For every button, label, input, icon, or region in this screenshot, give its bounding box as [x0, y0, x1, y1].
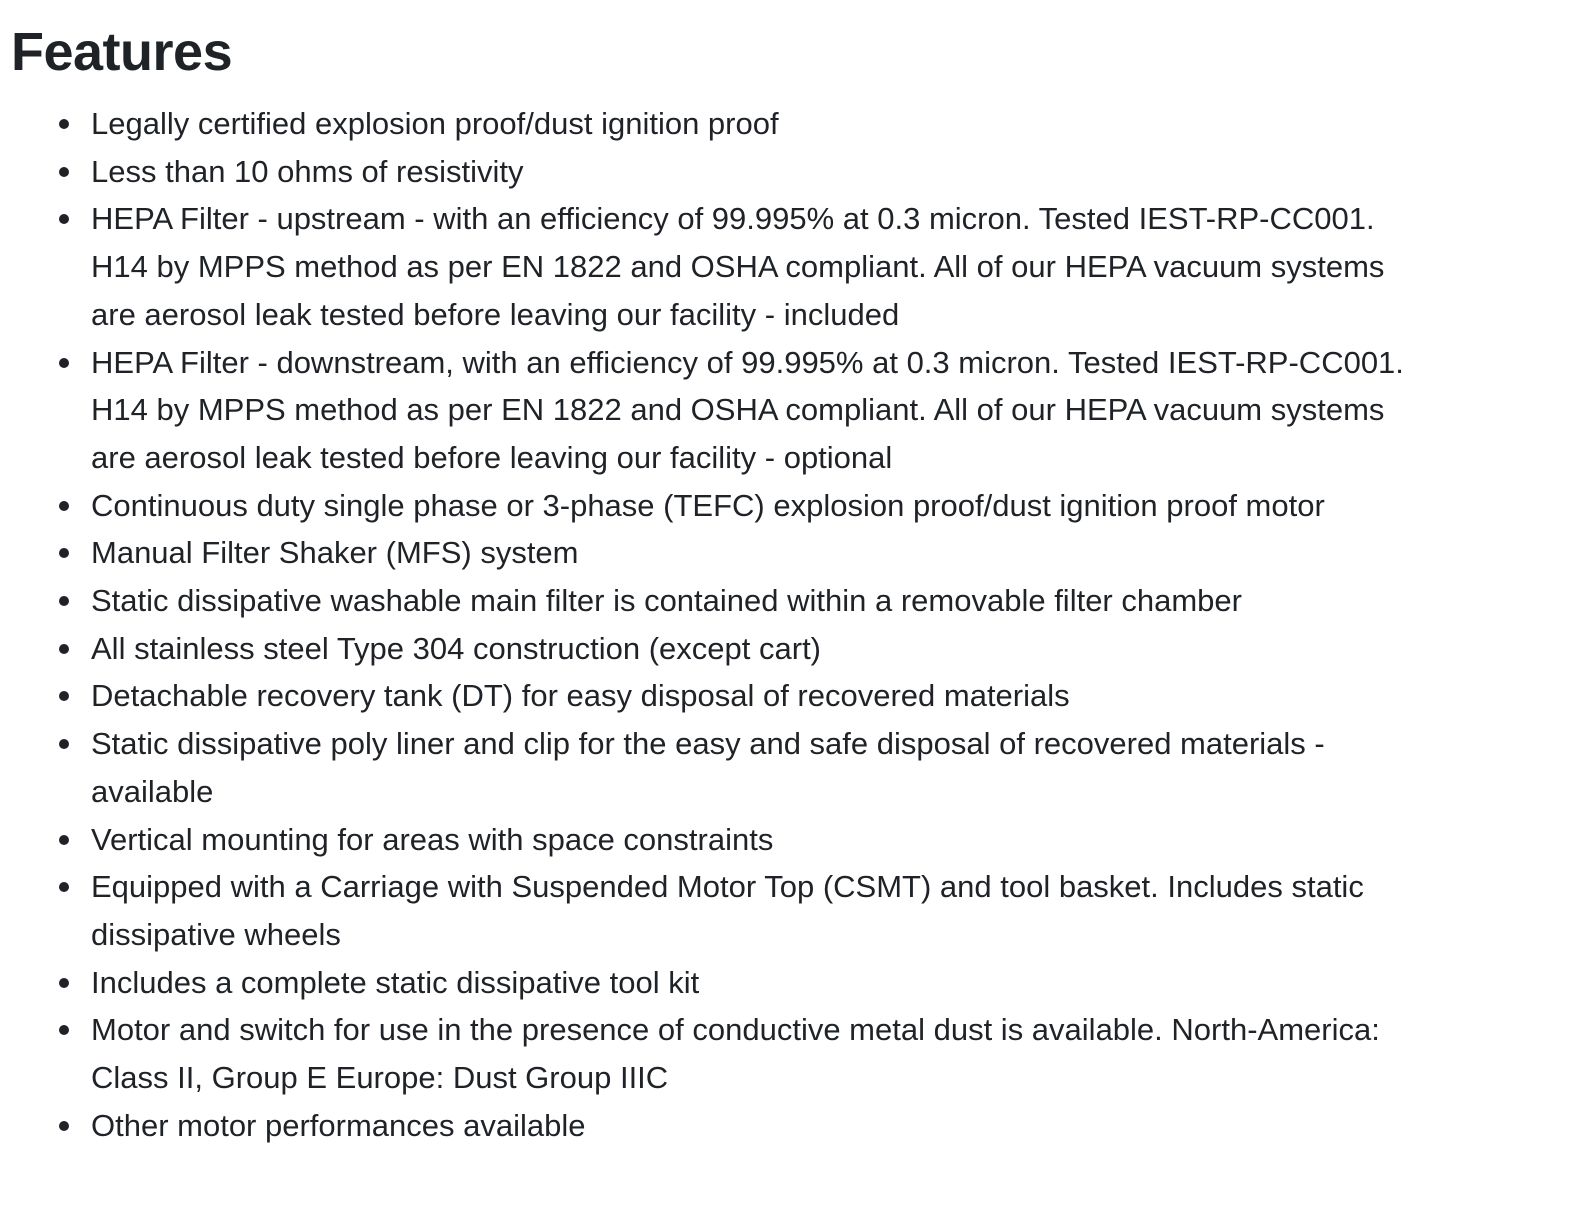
list-item: Less than 10 ohms of resistivity [91, 148, 1421, 196]
list-item: Equipped with a Carriage with Suspended Motor Top (CSMT) and tool basket. Includes static dissipative wheels [91, 863, 1421, 958]
features-heading: Features [11, 22, 233, 82]
list-item: Other motor performances available [91, 1102, 1421, 1150]
feature-list [0, 100, 1421, 1149]
list-item: Vertical mounting for areas with space constraints [91, 816, 1421, 864]
list-item: Manual Filter Shaker (MFS) system [91, 529, 1421, 577]
list-item: Motor and switch for use in the presence of conductive metal dust is available. North-America: Class II, Group E Europe: Dust Group IIIC [91, 1006, 1421, 1101]
list-item: Legally certified explosion proof/dust ignition proof [91, 100, 1421, 148]
list-item: Static dissipative washable main filter is contained within a removable filter chamber [91, 577, 1421, 625]
list-item: Detachable recovery tank (DT) for easy disposal of recovered materials [91, 672, 1421, 720]
list-item: Includes a complete static dissipative tool kit [91, 959, 1421, 1007]
list-item: Continuous duty single phase or 3-phase (TEFC) explosion proof/dust ignition proof motor [91, 482, 1421, 530]
list-item: All stainless steel Type 304 construction (except cart) [91, 625, 1421, 673]
list-item: HEPA Filter - upstream - with an efficiency of 99.995% at 0.3 micron. Tested IEST-RP-CC001. H14 by MPPS method as per EN 1822 and OSHA compliant. All of our HEPA vacuum systems are aerosol leak tested before leaving our facility - included [91, 195, 1421, 338]
list-item: Static dissipative poly liner and clip for the easy and safe disposal of recovered materials - available [91, 720, 1421, 815]
list-item: HEPA Filter - downstream, with an efficiency of 99.995% at 0.3 micron. Tested IEST-RP-CC001. H14 by MPPS method as per EN 1822 and OSHA compliant. All of our HEPA vacuum systems are aerosol leak tested before leaving our facility - optional [91, 339, 1421, 482]
